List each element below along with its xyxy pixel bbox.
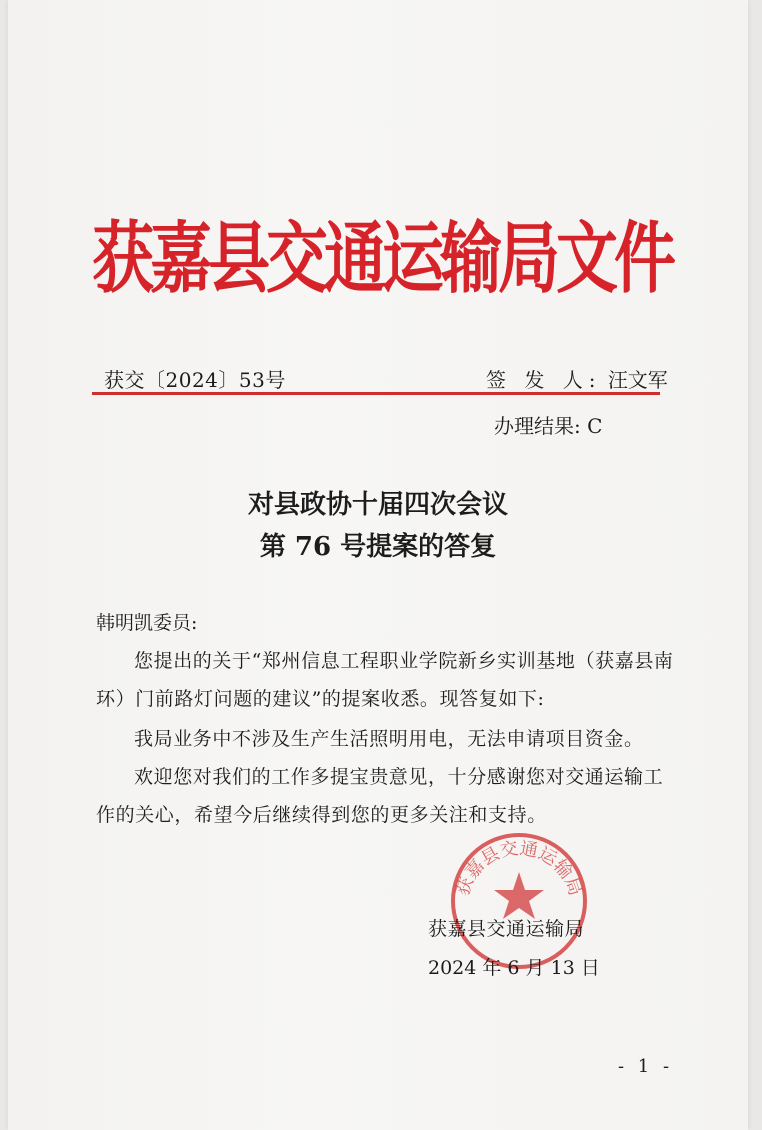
issue-date: 2024 年 6 月 13 日 xyxy=(428,957,600,979)
document-header-title: 获嘉县交通运输局文件 xyxy=(92,212,673,304)
reply-title-line-2: 第 76 号提案的答复 xyxy=(259,532,497,562)
issuing-organization: 获嘉县交通运输局 xyxy=(428,918,585,940)
body-paragraph-2: 我局业务中不涉及生产生活照明用电，无法申请项目资金。 xyxy=(134,728,644,750)
handling-result: 办理结果: C xyxy=(494,414,603,438)
salutation: 韩明凯委员: xyxy=(96,612,198,634)
signer-name: 汪文军 xyxy=(607,368,668,392)
signer-line xyxy=(486,364,668,393)
reply-title-line-1: 对县政协十届四次会议 xyxy=(247,490,508,520)
body-paragraph-1: 您提出的关于“郑州信息工程职业学院新乡实训基地（获嘉县南环）门前路灯问题的建议”的提案收悉。现答复如下: xyxy=(96,650,674,710)
body-paragraph-3: 欢迎您对我们的工作多提宝贵意见，十分感谢您对交通运输工作的关心，希望今后继续得到您的更多关注和支持。 xyxy=(96,766,664,826)
star-icon xyxy=(494,872,544,919)
document-page xyxy=(8,0,748,1130)
seal-text-path: 获嘉县交通运输局 xyxy=(452,838,586,899)
signer-label: 签 发 人: xyxy=(486,368,602,392)
red-divider-line xyxy=(92,392,660,395)
document-number: 获交〔2024〕53号 xyxy=(104,368,286,392)
page-number: - 1 - xyxy=(618,1056,674,1077)
